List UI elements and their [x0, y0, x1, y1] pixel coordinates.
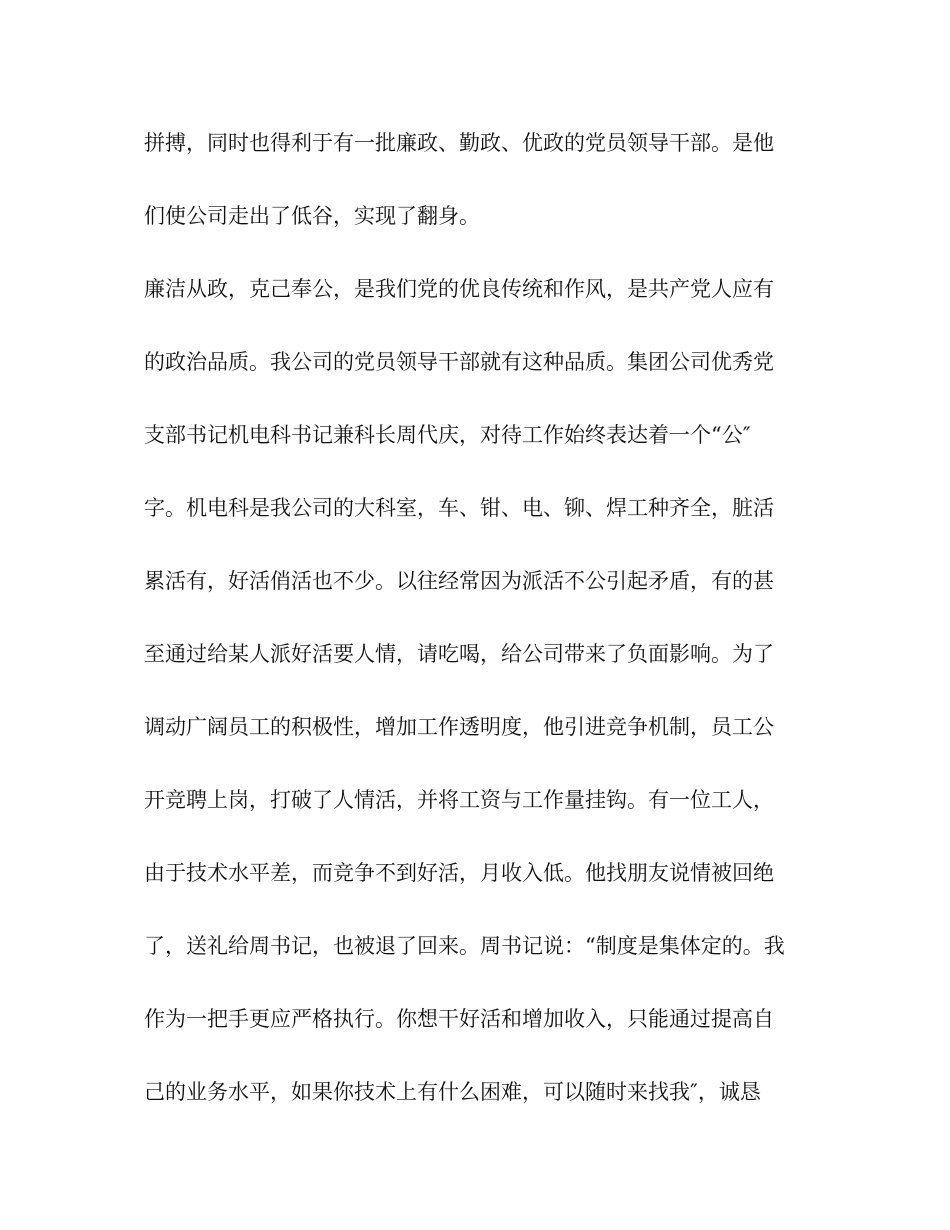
text-line: 廉洁从政，克己奉公，是我们党的优良传统和作风，是共产党人应有 [144, 277, 774, 301]
text-line: 们使公司走出了低谷，实现了翻身。 [144, 204, 480, 228]
text-line: 开竞聘上岗，打破了人情活，并将工资与工作量挂钩。有一位工人， [144, 788, 774, 812]
text-line: 至通过给某人派好活要人情，请吃喝，给公司带来了负面影响。为了 [144, 642, 774, 666]
text-line: 由于技术水平差，而竞争不到好活，月收入低。他找朋友说情被回绝 [144, 861, 774, 885]
text-line: 拼搏，同时也得利于有一批廉政、勤政、优政的党员领导干部。是他 [144, 131, 774, 155]
text-line: 的政治品质。我公司的党员领导干部就有这种品质。集团公司优秀党 [144, 350, 774, 374]
text-line: 字。机电科是我公司的大科室，车、钳、电、铆、焊工种齐全，脏活 [144, 496, 774, 520]
text-line: 累活有，好活俏活也不少。以往经常因为派活不公引起矛盾，有的甚 [144, 569, 774, 593]
text-line: 调动广阔员工的积极性，增加工作透明度，他引进竞争机制，员工公 [144, 715, 774, 739]
text-line: 己的业务水平，如果你技术上有什么困难，可以随时来找我″，诚恳 [144, 1080, 761, 1104]
text-line: 了，送礼给周书记，也被退了回来。周书记说：“制度是集体定的。我 [144, 934, 785, 958]
text-line: 作为一把手更应严格执行。你想干好活和增加收入，只能通过提高自 [144, 1007, 774, 1031]
text-line: 支部书记机电科书记兼科长周代庆，对待工作始终表达着一个“公″ [144, 423, 751, 447]
